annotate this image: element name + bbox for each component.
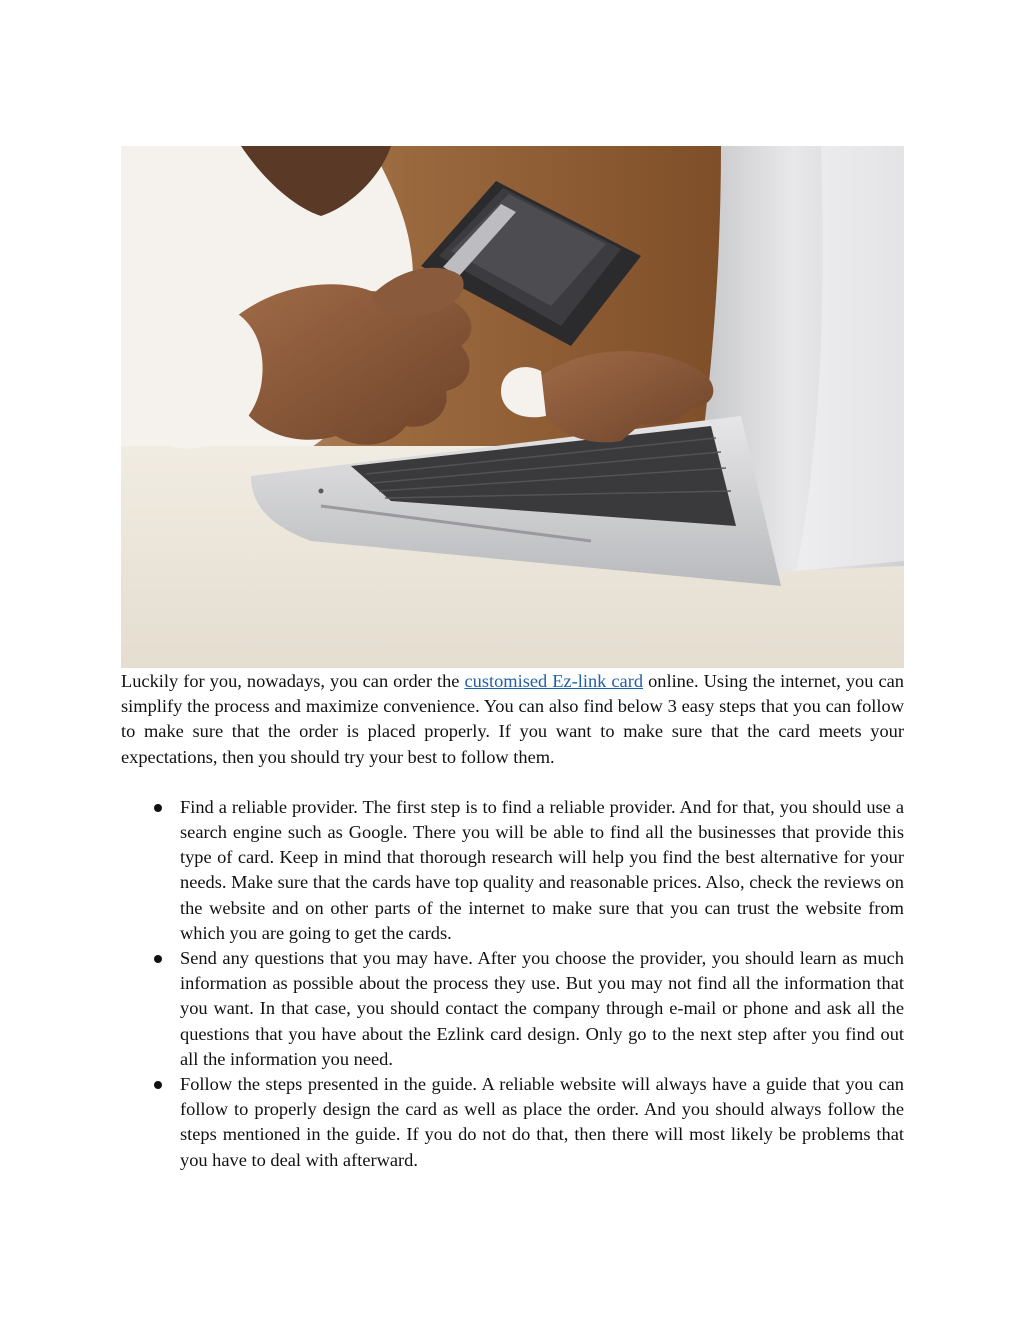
step-text: Follow the steps presented in the guide. A reliable website will always have a guide that you can follow to properly design the card as well as place the order. And you should always follow the steps mentioned in the guide. If you do not do that, then there will most likely be problems that you have to deal with afterward. [180, 1074, 904, 1170]
list-item [180, 946, 904, 1072]
intro-paragraph [121, 669, 904, 770]
step-text: Send any questions that you may have. After you choose the provider, you should learn as much information as possible about the process they use. But you may not find all the information that you want. In that case, you should contact the company through e-mail or phone and ask all the questions that you have about the Ezlink card design. Only go to the next step after you find out all the information you need. [180, 948, 904, 1069]
article-body [121, 669, 904, 1173]
steps-list [121, 795, 904, 1173]
credit-card-laptop-illustration [121, 146, 904, 668]
bullet-icon [154, 1081, 162, 1089]
list-item [180, 1072, 904, 1173]
intro-text-before-link: Luckily for you, nowadays, you can order the [121, 671, 465, 691]
customised-ezlink-card-link[interactable]: customised Ez-link card [464, 671, 644, 691]
list-item [180, 795, 904, 946]
intro-text-after-link: online. Using the internet, you can simplify the process and maximize convenience. You can also find below 3 easy steps that you can follow to make sure that the order is placed properly. If you want to make sure that the card meets your expectations, then you should try your best to follow them. [121, 671, 904, 767]
hero-photo [121, 146, 904, 668]
bullet-icon [154, 804, 162, 812]
bullet-icon [154, 955, 162, 963]
step-text: Find a reliable provider. The first step is to find a reliable provider. And for that, you should use a search engine such as Google. There you will be able to find all the businesses that provide this type of card. Keep in mind that thorough research will help you find the best alternative for your needs. Make sure that the cards have top quality and reasonable prices. Also, check the reviews on the website and on other parts of the internet to make sure that you can trust the website from which you are going to get the cards. [180, 796, 904, 943]
